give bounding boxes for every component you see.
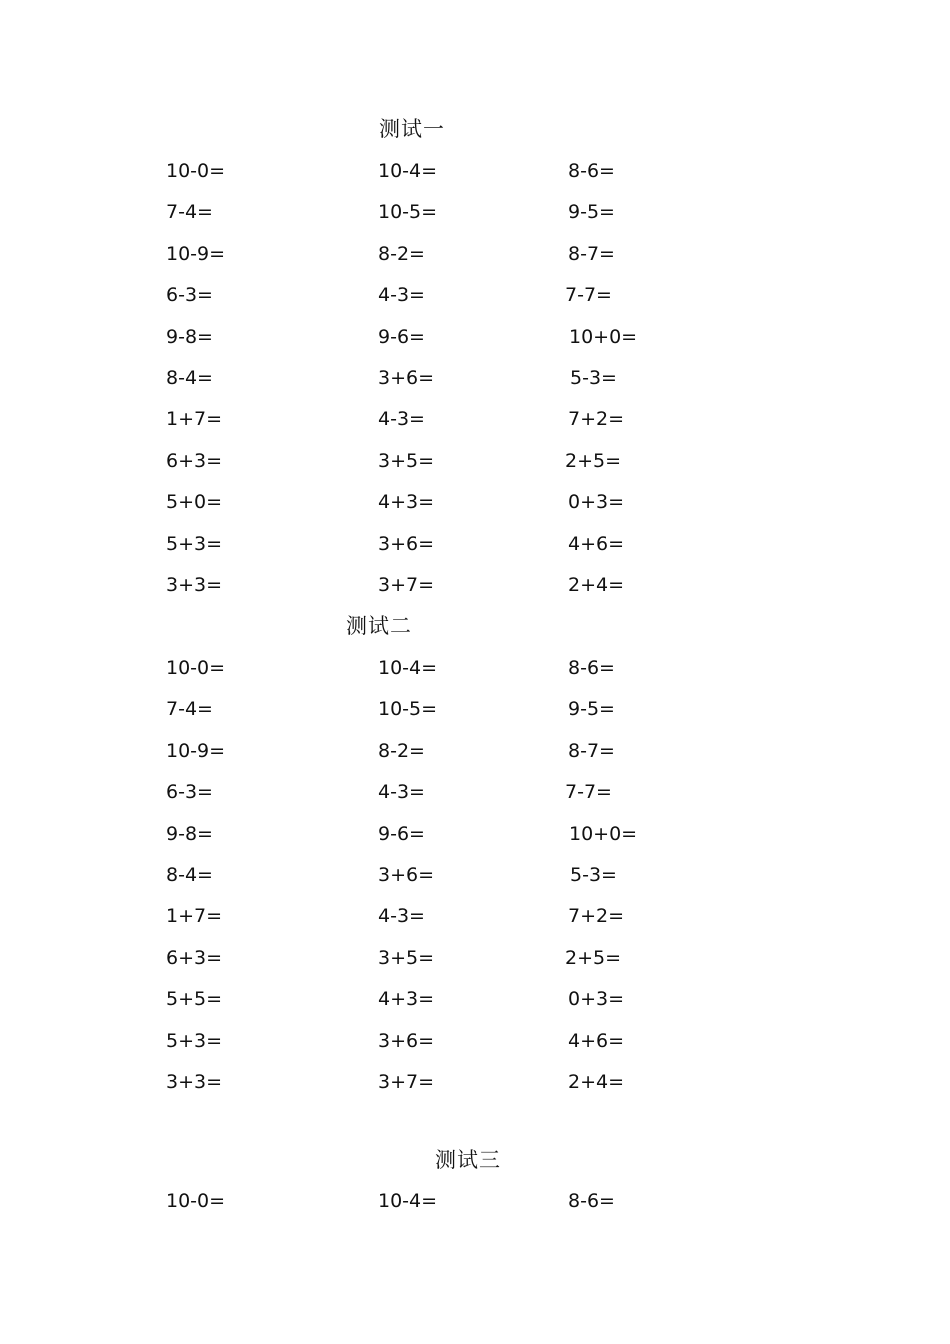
math-problem: 6+3= — [166, 450, 223, 472]
math-problem: 2+5= — [565, 947, 622, 969]
math-problem: 8-7= — [568, 740, 615, 762]
math-problem: 8-6= — [568, 1190, 615, 1212]
math-problem: 3+6= — [378, 533, 435, 555]
math-problem: 3+6= — [378, 864, 435, 886]
math-problem: 6+3= — [166, 947, 223, 969]
section-title: 测试二 — [346, 614, 412, 638]
math-problem: 8-7= — [568, 243, 615, 265]
math-problem: 10-5= — [378, 201, 438, 223]
math-problem: 8-4= — [166, 367, 213, 389]
math-problem: 7+2= — [568, 905, 625, 927]
math-problem: 5-3= — [570, 864, 617, 886]
math-problem: 10-4= — [378, 1190, 438, 1212]
math-problem: 1+7= — [166, 408, 223, 430]
math-problem: 0+3= — [568, 491, 625, 513]
math-problem: 9-5= — [568, 201, 615, 223]
math-problem: 3+6= — [378, 367, 435, 389]
math-problem: 9-8= — [166, 326, 213, 348]
math-problem: 4+3= — [378, 491, 435, 513]
math-problem: 9-5= — [568, 698, 615, 720]
math-problem: 7-4= — [166, 698, 213, 720]
math-problem: 4+6= — [568, 533, 625, 555]
math-problem: 2+4= — [568, 1071, 625, 1093]
math-problem: 10-9= — [166, 243, 226, 265]
math-problem: 5+0= — [166, 491, 223, 513]
math-problem: 5+5= — [166, 988, 223, 1010]
math-problem: 10-9= — [166, 740, 226, 762]
math-problem: 2+5= — [565, 450, 622, 472]
math-problem: 9-6= — [378, 823, 425, 845]
math-problem: 10+0= — [569, 326, 638, 348]
math-problem: 0+3= — [568, 988, 625, 1010]
math-problem: 10-4= — [378, 657, 438, 679]
math-problem: 10+0= — [569, 823, 638, 845]
math-problem: 10-0= — [166, 657, 226, 679]
math-problem: 5+3= — [166, 1030, 223, 1052]
section-title: 测试一 — [379, 117, 445, 141]
math-problem: 4-3= — [378, 781, 425, 803]
math-problem: 2+4= — [568, 574, 625, 596]
math-problem: 8-4= — [166, 864, 213, 886]
math-problem: 4-3= — [378, 905, 425, 927]
math-problem: 3+7= — [378, 574, 435, 596]
math-problem: 4-3= — [378, 284, 425, 306]
math-problem: 3+3= — [166, 1071, 223, 1093]
math-problem: 6-3= — [166, 284, 213, 306]
math-problem: 5+3= — [166, 533, 223, 555]
section-title: 测试三 — [435, 1148, 501, 1172]
math-problem: 8-2= — [378, 243, 425, 265]
math-problem: 7-7= — [565, 284, 612, 306]
math-problem: 7-7= — [565, 781, 612, 803]
math-problem: 3+6= — [378, 1030, 435, 1052]
math-problem: 8-6= — [568, 657, 615, 679]
math-problem: 3+5= — [378, 450, 435, 472]
math-problem: 6-3= — [166, 781, 213, 803]
math-problem: 1+7= — [166, 905, 223, 927]
math-problem: 4+6= — [568, 1030, 625, 1052]
math-problem: 9-8= — [166, 823, 213, 845]
math-problem: 7-4= — [166, 201, 213, 223]
math-problem: 3+5= — [378, 947, 435, 969]
math-problem: 7+2= — [568, 408, 625, 430]
math-problem: 3+3= — [166, 574, 223, 596]
math-problem: 3+7= — [378, 1071, 435, 1093]
math-problem: 4-3= — [378, 408, 425, 430]
math-problem: 8-6= — [568, 160, 615, 182]
math-problem: 4+3= — [378, 988, 435, 1010]
math-problem: 10-0= — [166, 160, 226, 182]
math-problem: 10-4= — [378, 160, 438, 182]
math-problem: 8-2= — [378, 740, 425, 762]
math-problem: 10-0= — [166, 1190, 226, 1212]
math-problem: 5-3= — [570, 367, 617, 389]
math-problem: 10-5= — [378, 698, 438, 720]
math-problem: 9-6= — [378, 326, 425, 348]
